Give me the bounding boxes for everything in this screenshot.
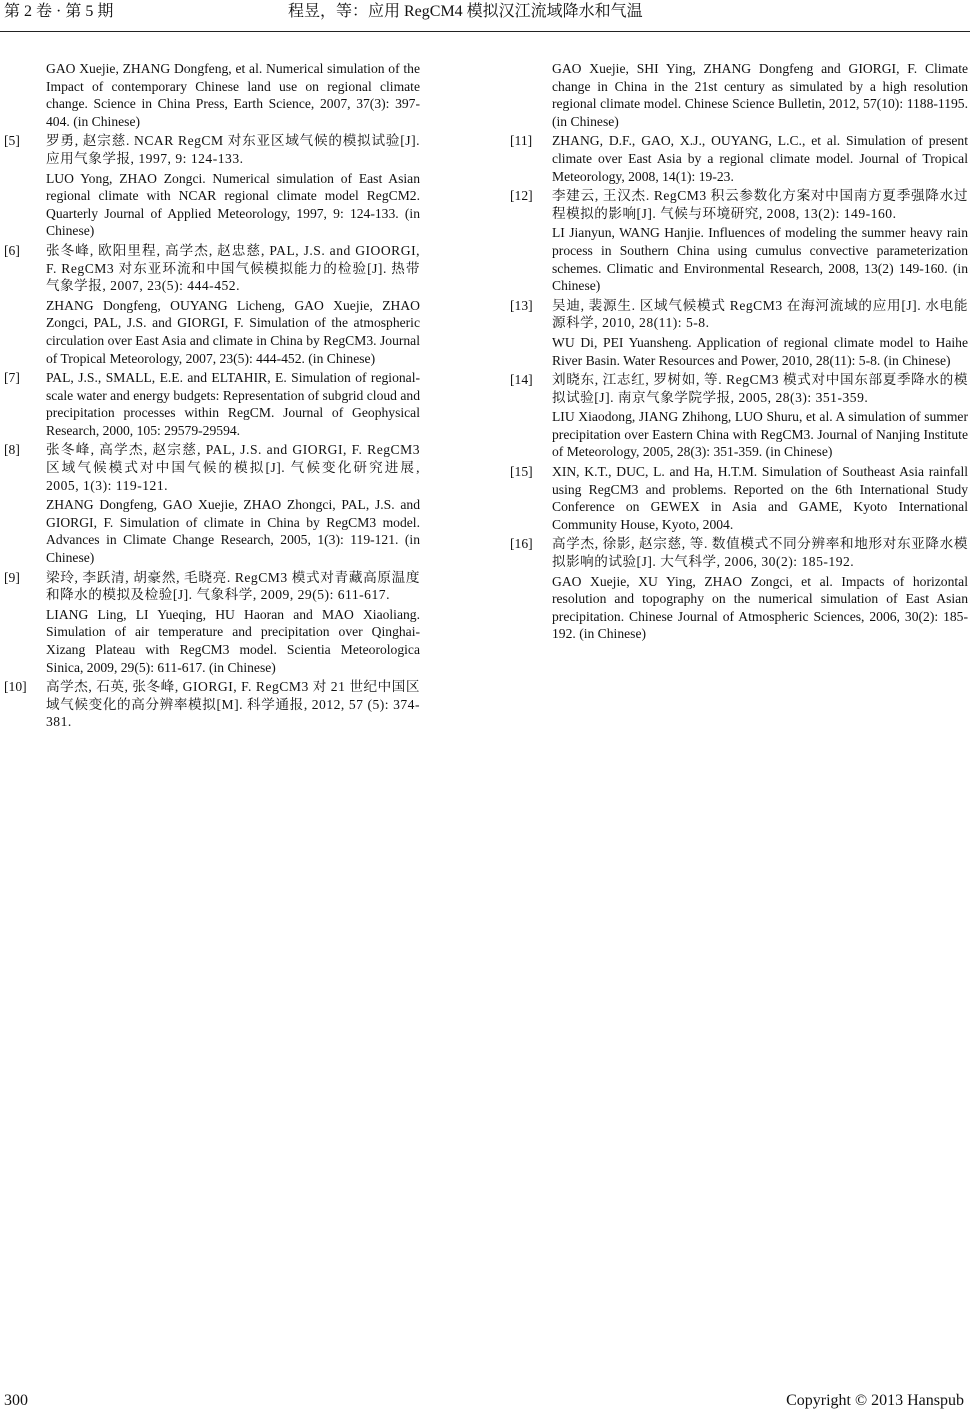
reference-english: LI Jianyun, WANG Hanjie. Influences of modeling the summer heavy rain process in Southern China using cumulus convective parameterization schemes. Climatic and Environmental Research, 2008, 13(2) 149-160. (in Chinese) [552,225,968,294]
reference-number: [9] [4,569,20,585]
reference-number: [15] [510,464,533,480]
reference-entry [4,60,420,130]
reference-english: XIN, K.T., DUC, L. and Ha, H.T.M. Simulation of Southeast Asia rainfall using RegCM3 and problems. Reported on the 6th International Study Conference on GEWEX in Asia and GAME, Kyoto International Community House, Kyoto, 2004. [552,464,968,532]
reference-english: LIU Xiaodong, JIANG Zhihong, LUO Shuru, et al. A simulation of summer precipitation over Eastern China with RegCM3. Journal of Nanjing Institute of Meteorology, 2005, 28(3): 351-359. (in Chinese) [552,409,968,460]
reference-entry [510,132,968,185]
reference-chinese: 罗勇, 赵宗慈. NCAR RegCM 对东亚区域气候的模拟试验[J]. 应用气象学报, 1997, 9: 124-133. [46,133,420,166]
reference-number: [8] [4,442,20,458]
copyright-notice: Copyright © 2013 Hanspub [786,1392,964,1409]
reference-english: LIANG Ling, LI Yueqing, HU Haoran and MAO Xiaoliang. Simulation of air temperature and precipitation over Qinghai-Xizang Plateau with RegCM3 model. Scientia Meteorologica Sinica, 2009, 29(5): 611-617. (in Chinese) [46,606,420,675]
reference-chinese: 高学杰, 徐影, 赵宗慈, 等. 数值模式不同分辨率和地形对东亚降水模拟影响的试验[J]. 大气科学, 2006, 30(2): 185-192. [552,536,968,570]
reference-number: [16] [510,536,533,552]
reference-entry [4,441,420,566]
reference-entry [510,371,968,461]
reference-entry [4,569,420,677]
reference-english: LUO Yong, ZHAO Zongci. Numerical simulation of East Asian regional climate with NCAR regional climate model RegCM2. Quarterly Journal of Applied Meteorology, 1997, 9: 124-133. (in Chinese) [46,170,420,239]
reference-number: [14] [510,372,533,388]
reference-english: ZHANG Dongfeng, OUYANG Licheng, GAO Xuejie, ZHAO Zongci, PAL, J.S. and GIORGI, F. Simulation of the atmospheric circulation over East Asia and climate in China by RegCM3. Journal of Tropical Meteorology, 2007, 23(5): 444-452. (in Chinese) [46,297,420,366]
journal-volume-issue: 第 2 卷 · 第 5 期 [4,3,114,20]
reference-number: [13] [510,297,533,313]
reference-number: [12] [510,188,533,204]
page-footer [0,1392,970,1414]
reference-chinese: 李建云, 王汉杰. RegCM3 积云参数化方案对中国南方夏季强降水过程模拟的影响[J]. 气候与环境研究, 2008, 13(2): 149-160. [552,188,968,221]
reference-entry [510,297,968,369]
reference-english: WU Di, PEI Yuansheng. Application of regional climate model to Haihe River Basin. Water Resources and Power, 2010, 28(11): 5-8. (in Chinese) [552,334,968,368]
page-number: 300 [4,1392,28,1409]
reference-entry [510,60,968,130]
reference-number: [11] [510,133,533,149]
reference-column-left [4,58,420,733]
reference-entry [4,369,420,439]
reference-number: [7] [4,370,20,386]
reference-entry [510,187,968,295]
reference-entry [4,132,420,240]
reference-english: GAO Xuejie, SHI Ying, ZHANG Dongfeng and GIORGI, F. Climate change in China in the 21st century as simulated by a high resolution regional climate model. Chinese Science Bulletin, 2012, 57(10): 1188-1195. (in Chinese) [552,61,968,129]
reference-chinese: 张冬峰, 欧阳里程, 高学杰, 赵忠慈, PAL, J.S. and GIOORGI, F. RegCM3 对东亚环流和中国气候模拟能力的检验[J]. 热带气象学报, 2007, 23(5): 444-452. [46,242,420,294]
reference-chinese: 高学杰, 石英, 张冬峰, GIORGI, F. RegCM3 对 21 世纪中国区域气候变化的高分辨率模拟[M]. 科学通报, 2012, 57 (5): 374-381. [46,679,420,730]
reference-english: GAO Xuejie, XU Ying, ZHAO Zongci, et al. Impacts of horizontal resolution and topography on the numerical simulation of East Asian precipitation. Chinese Journal of Atmospheric Sciences, 2006, 30(2): 185-192. (in Chinese) [552,573,968,642]
reference-english: GAO Xuejie, ZHANG Dongfeng, et al. Numerical simulation of the Impact of contemporary Chinese land use on regional climate change. Science in China Press, Earth Science, 2007, 37(3): 397-404. (in Chinese) [46,61,420,129]
reference-chinese: 梁玲, 李跃清, 胡豪然, 毛晓亮. RegCM3 模式对青藏高原温度和降水的模拟及检验[J]. 气象科学, 2009, 29(5): 611-617. [46,569,420,603]
reference-number: [6] [4,242,20,258]
reference-english: ZHANG, D.F., GAO, X.J., OUYANG, L.C., et al. Simulation of present climate over East Asia by a regional climate model. Journal of Tropical Meteorology, 2008, 14(1): 19-23. [552,133,968,184]
article-running-title: 程昱，等：应用 RegCM4 模拟汉江流域降水和气温 [288,3,643,20]
reference-column-right [510,58,968,645]
reference-entry [510,463,968,533]
reference-entry [4,242,420,367]
reference-chinese: 张冬峰, 高学杰, 赵宗慈, PAL, J.S. and GIORGI, F. RegCM3 区域气候模式对中国气候的模拟[J]. 气候变化研究进展, 2005, 1(3): 119-121. [46,442,420,493]
reference-number: [5] [4,133,20,149]
reference-english: PAL, J.S., SMALL, E.E. and ELTAHIR, E. Simulation of regional-scale water and energy budgets: Representation of subgrid cloud and precipitation processes within RegCM. Journal of Geophysical Research, 2000, 105: 29579-29594. [46,370,420,438]
reference-chinese: 吴迪, 裴源生. 区域气候模式 RegCM3 在海河流域的应用[J]. 水电能源科学, 2010, 28(11): 5-8. [552,297,968,331]
reference-number: [10] [4,679,27,695]
reference-entry [4,678,420,731]
running-header [0,0,970,32]
reference-chinese: 刘晓东, 江志红, 罗树如, 等. RegCM3 模式对中国东部夏季降水的模拟试验[J]. 南京气象学院学报, 2005, 28(3): 351-359. [552,372,968,405]
reference-english: ZHANG Dongfeng, GAO Xuejie, ZHAO Zhongci, PAL, J.S. and GIORGI, F. Simulation of climate in China by RegCM3 model. Advances in Climate Change Research, 2005, 1(3): 119-121. (in Chinese) [46,497,420,566]
reference-entry [510,535,968,643]
